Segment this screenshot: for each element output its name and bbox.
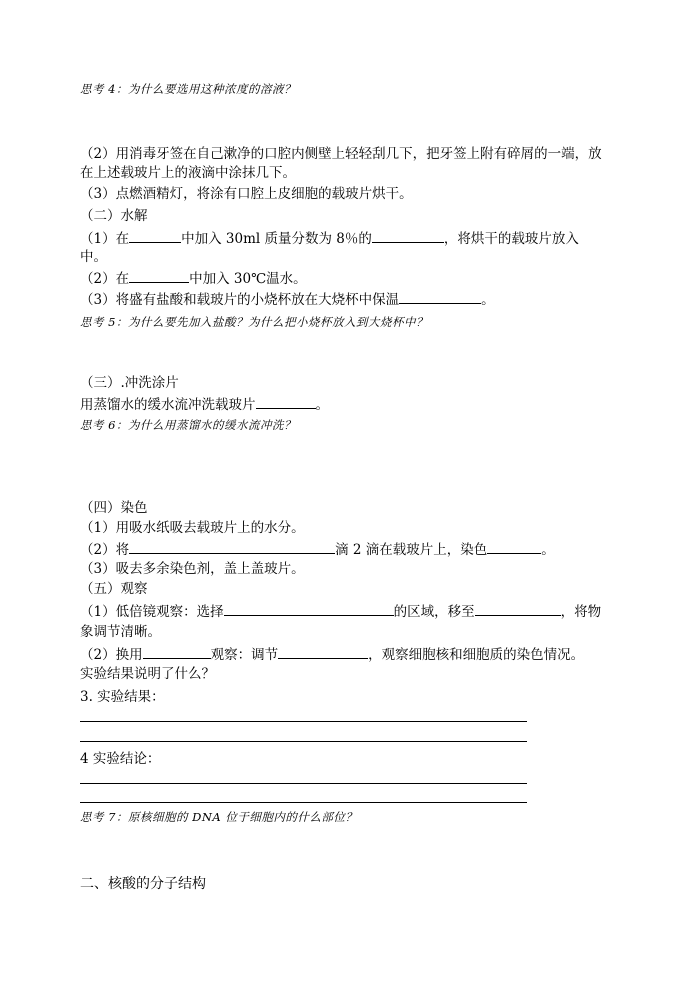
text: 中加入 30ml 质量分数为 8％的 bbox=[181, 231, 372, 247]
section-5-title: （五）观察 bbox=[80, 581, 148, 597]
text: （2）将 bbox=[80, 542, 130, 558]
answer-line[interactable] bbox=[80, 721, 527, 722]
text: 用蒸馏水的缓水流冲洗载玻片 bbox=[80, 397, 256, 413]
answer-line[interactable] bbox=[80, 783, 527, 784]
step-3: （3）点燃酒精灯，将涂有口腔上皮细胞的载玻片烘干。 bbox=[80, 186, 413, 202]
result-title: 3. 实验结果： bbox=[80, 689, 165, 705]
hydrolysis-step-2 bbox=[80, 269, 307, 288]
think-4: 思考 4：为什么要选用这种浓度的溶液？ bbox=[80, 82, 296, 96]
wash-step bbox=[80, 395, 329, 414]
text: ，观察细胞核和细胞质的染色情况。 bbox=[368, 647, 585, 663]
text: 中加入 30℃温水。 bbox=[189, 271, 307, 287]
text: 观察：调节 bbox=[210, 647, 279, 663]
stain-step-1: （1）用吸水纸吸去载玻片上的水分。 bbox=[80, 520, 305, 536]
think-7: 思考 7：原核细胞的 DNA 位于细胞内的什么部位？ bbox=[80, 810, 358, 824]
text: 。 bbox=[315, 397, 329, 413]
fill-blank[interactable] bbox=[143, 645, 211, 659]
text: （1）在 bbox=[80, 231, 130, 247]
think-6: 思考 6：为什么用蒸馏水的缓水流冲洗？ bbox=[80, 418, 296, 432]
part-2-title: 二、核酸的分子结构 bbox=[80, 876, 206, 892]
step-2-line-1: （2）用消毒牙签在自己漱净的口腔内侧壁上轻轻刮几下，把牙签上附有碎屑的一端，放 bbox=[80, 146, 602, 162]
text: （2）换用 bbox=[80, 647, 143, 663]
observe-step-1-cont: 象调节清晰。 bbox=[80, 624, 161, 640]
observe-step-1 bbox=[80, 602, 601, 621]
answer-line[interactable] bbox=[80, 802, 527, 803]
text: ，将烘干的载玻片放入 bbox=[443, 231, 579, 247]
hydrolysis-step-3 bbox=[80, 290, 495, 309]
fill-blank[interactable] bbox=[256, 395, 316, 409]
section-4-title: （四）染色 bbox=[80, 500, 148, 516]
text: 。 bbox=[481, 292, 495, 308]
text: 滴 2 滴在载玻片上，染色 bbox=[335, 542, 488, 558]
fill-blank[interactable] bbox=[129, 540, 335, 554]
text: ，将物 bbox=[560, 604, 602, 620]
stain-step-3: （3）吸去多余染色剂，盖上盖玻片。 bbox=[80, 561, 305, 577]
fill-blank[interactable] bbox=[399, 290, 481, 304]
step-2-line-2: 在上述载玻片上的液滴中涂抹几下。 bbox=[80, 165, 296, 181]
text: （3）将盛有盐酸和载玻片的小烧杯放在大烧杯中保温 bbox=[80, 292, 400, 308]
answer-line[interactable] bbox=[80, 741, 527, 742]
text: （1）低倍镜观察：选择 bbox=[80, 604, 224, 620]
fill-blank[interactable] bbox=[129, 229, 181, 243]
section-2-title: （二）水解 bbox=[80, 208, 148, 224]
text: 。 bbox=[541, 542, 555, 558]
stain-step-2 bbox=[80, 540, 555, 559]
fill-blank[interactable] bbox=[224, 602, 394, 616]
fill-blank[interactable] bbox=[278, 645, 368, 659]
fill-blank[interactable] bbox=[129, 269, 189, 283]
hydrolysis-step-1-cont: 中。 bbox=[80, 249, 107, 265]
fill-blank[interactable] bbox=[487, 540, 541, 554]
fill-blank[interactable] bbox=[372, 229, 444, 243]
result-question: 实验结果说明了什么？ bbox=[80, 666, 215, 682]
hydrolysis-step-1 bbox=[80, 229, 579, 248]
think-5: 思考 5：为什么要先加入盐酸？为什么把小烧杯放入到大烧杯中？ bbox=[80, 315, 428, 329]
observe-step-2 bbox=[80, 645, 584, 664]
text: （2）在 bbox=[80, 271, 130, 287]
fill-blank[interactable] bbox=[475, 602, 561, 616]
conclusion-title: 4 实验结论： bbox=[80, 751, 161, 767]
section-3-title: （三）.冲洗涂片 bbox=[80, 375, 179, 391]
text: 的区域，移至 bbox=[393, 604, 475, 620]
